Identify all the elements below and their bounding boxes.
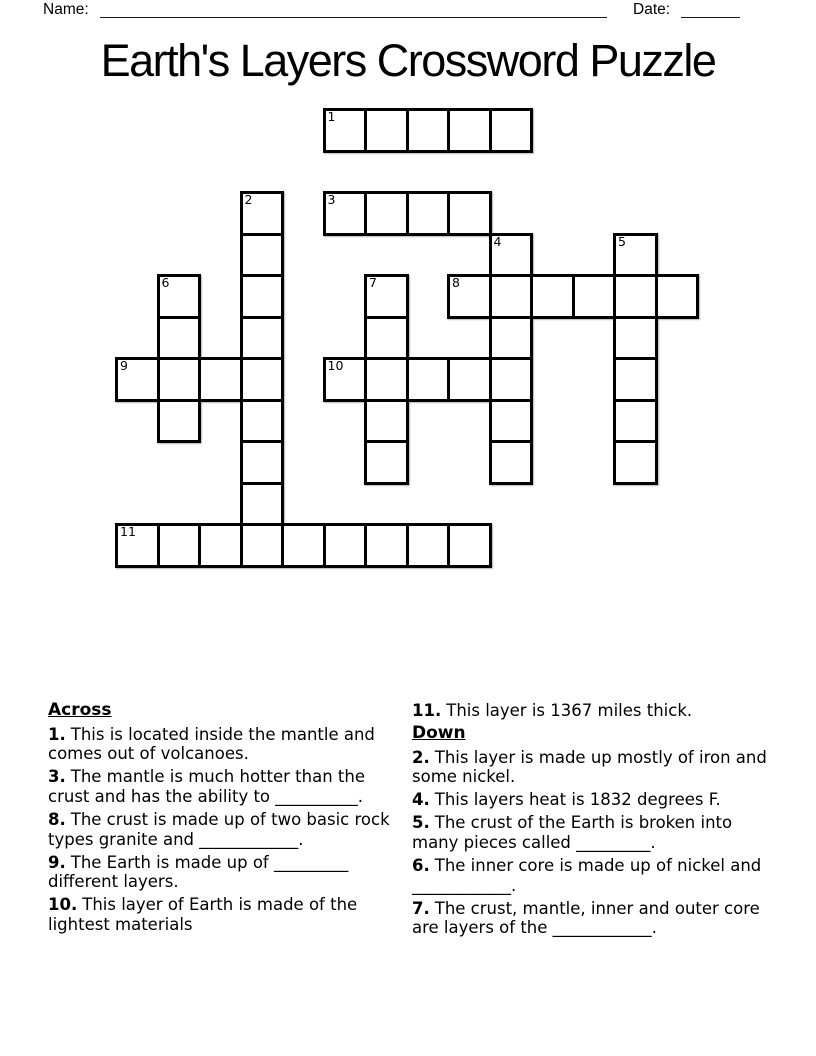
grid-cell xyxy=(613,316,658,361)
grid-cell xyxy=(323,523,368,568)
grid-cell xyxy=(406,357,451,402)
grid-cell xyxy=(406,523,451,568)
clue-text: This is located inside the mantle and comes out of volcanoes. xyxy=(48,724,375,764)
grid-cell xyxy=(364,357,409,402)
page-title: Earth's Layers Crossword Puzzle xyxy=(100,35,716,86)
clue-number: 4. xyxy=(412,790,430,810)
grid-cell xyxy=(240,399,285,444)
across-clues-column xyxy=(48,701,400,938)
clue-text: This layer of Earth is made of the lightest materials xyxy=(48,895,358,934)
grid-cell xyxy=(323,108,368,153)
clue-number: 7. xyxy=(412,898,430,918)
grid-cell xyxy=(115,523,160,568)
grid-cell xyxy=(447,191,492,236)
date-blank-line xyxy=(681,1,740,18)
grid-cell xyxy=(115,357,160,402)
clue-9-across xyxy=(48,853,400,892)
grid-cell xyxy=(323,357,368,402)
clue-number: 10. xyxy=(48,895,78,915)
name-blank-line xyxy=(100,1,607,18)
grid-cell xyxy=(240,357,285,402)
grid-cell xyxy=(364,523,409,568)
grid-cell xyxy=(281,523,326,568)
clue-number: 8. xyxy=(48,809,66,829)
grid-cell xyxy=(240,523,285,568)
clue-2-down xyxy=(412,748,770,787)
grid-cell xyxy=(406,191,451,236)
grid-cell xyxy=(613,274,658,319)
grid-cell xyxy=(447,357,492,402)
grid-cell xyxy=(655,274,700,319)
grid-cell xyxy=(364,191,409,236)
cell-number: 4 xyxy=(493,233,502,249)
clue-text: This layer is made up mostly of iron and some nickel. xyxy=(412,747,767,787)
cell-number: 11 xyxy=(120,524,136,539)
grid-cell xyxy=(240,191,285,236)
grid-cell xyxy=(364,108,409,153)
grid-cell xyxy=(406,108,451,153)
clue-5-down xyxy=(412,813,770,852)
down-heading: Down xyxy=(412,723,466,744)
cell-number: 8 xyxy=(452,275,460,290)
clue-11-across xyxy=(412,701,770,721)
clue-number: 5. xyxy=(412,813,430,833)
grid-cell xyxy=(240,440,285,485)
clue-4-down xyxy=(412,790,770,810)
grid-cell xyxy=(198,523,243,568)
grid-cell xyxy=(489,357,534,402)
clue-text: The crust is made up of two basic rock types granite and ____________. xyxy=(48,809,390,849)
grid-cell xyxy=(572,274,617,319)
down-clues-column xyxy=(412,701,770,942)
grid-cell xyxy=(489,108,534,153)
clue-text: The crust, mantle, inner and outer core are layers of the ____________. xyxy=(412,898,760,938)
date-label: Date: xyxy=(633,1,671,18)
clue-number: 9. xyxy=(48,852,66,872)
grid-cell xyxy=(489,233,534,278)
clue-7-down xyxy=(412,899,770,938)
grid-cell xyxy=(613,233,658,278)
across-heading: Across xyxy=(48,700,112,720)
cell-number: 5 xyxy=(618,233,626,249)
grid-cell xyxy=(489,399,534,444)
grid-cell xyxy=(613,440,658,485)
grid-cell xyxy=(447,274,492,319)
clue-number: 3. xyxy=(48,767,66,787)
clue-text: This layer is 1367 miles thick. xyxy=(446,701,693,720)
clue-10-across xyxy=(48,895,400,934)
clue-text: This layers heat is 1832 degrees F. xyxy=(434,790,721,810)
clue-6-down xyxy=(412,856,770,895)
cell-number: 10 xyxy=(327,358,344,373)
cell-number: 6 xyxy=(161,275,170,290)
grid-cell xyxy=(240,316,285,361)
grid-cell xyxy=(157,357,202,402)
grid-cell xyxy=(613,357,658,402)
clue-text: The Earth is made up of _________ different layers. xyxy=(48,852,349,892)
grid-cell xyxy=(613,399,658,444)
grid-cell xyxy=(364,440,409,485)
grid-cell xyxy=(447,108,492,153)
cell-number: 9 xyxy=(120,358,128,373)
grid-cell xyxy=(157,523,202,568)
grid-cell xyxy=(240,274,285,319)
grid-cell xyxy=(489,274,534,319)
clue-text: The mantle is much hotter than the crust and has the ability to __________. xyxy=(48,767,365,806)
grid-cell xyxy=(157,274,202,319)
grid-cell xyxy=(447,523,492,568)
grid-cell xyxy=(489,316,534,361)
grid-cell xyxy=(530,274,575,319)
grid-cell xyxy=(240,482,285,527)
cell-number: 2 xyxy=(244,192,253,207)
grid-cell xyxy=(157,316,202,361)
clue-number: 11. xyxy=(412,701,442,720)
grid-cell xyxy=(489,440,534,485)
grid-cell xyxy=(240,233,285,278)
clue-8-across xyxy=(48,810,400,849)
crossword-grid xyxy=(115,108,701,568)
grid-cell xyxy=(198,357,243,402)
clue-number: 2. xyxy=(412,747,430,767)
grid-cell xyxy=(323,191,368,236)
grid-cell xyxy=(364,399,409,444)
cell-number: 1 xyxy=(327,109,336,124)
clue-number: 1. xyxy=(48,724,66,744)
grid-cell xyxy=(157,399,202,444)
clue-1-across xyxy=(48,725,400,764)
grid-cell xyxy=(364,316,409,361)
clue-text: The crust of the Earth is broken into many pieces called _________. xyxy=(412,813,733,853)
cell-number: 7 xyxy=(369,275,377,290)
name-label: Name: xyxy=(43,1,89,18)
cell-number: 3 xyxy=(327,192,336,207)
clue-text: The inner core is made up of nickel and ____________. xyxy=(412,856,762,895)
grid-cell xyxy=(364,274,409,319)
clue-3-across xyxy=(48,767,400,806)
clue-number: 6. xyxy=(412,856,430,876)
